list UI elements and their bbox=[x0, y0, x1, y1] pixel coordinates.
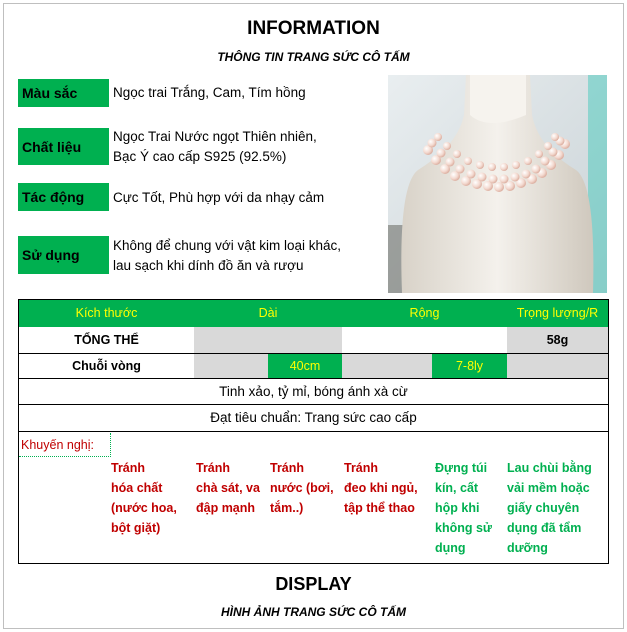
rec-avoid-impact: Tránh chà sát, va đập mạnh bbox=[196, 461, 260, 515]
spec-table bbox=[18, 299, 609, 564]
value-color: Ngọc trai Trắng, Cam, Tím hồng bbox=[113, 85, 306, 100]
strand-gray-right bbox=[507, 354, 608, 378]
value-usage: Không để chung với vật kim loại khác, lau sạch khi dính đồ ăn và rượu bbox=[113, 238, 341, 273]
rec-avoid-chemicals: Tránh hóa chất (nước hoa, bột giặt) bbox=[111, 461, 177, 535]
overall-label: TỔNG THỂ bbox=[74, 333, 139, 347]
label-effect: Tác động bbox=[18, 183, 109, 211]
rec-avoid-sleep: Tránh đeo khi ngủ, tập thể thao bbox=[344, 461, 418, 515]
strand-width: 7-8ly bbox=[455, 359, 484, 373]
label-material: Chất liệu bbox=[18, 128, 109, 165]
page-subtitle: THÔNG TIN TRANG SỨC CÔ TẤM bbox=[217, 50, 410, 64]
rec-store: Đựng túi kín, cất hộp khi không sử dụng bbox=[435, 461, 492, 555]
header-width: Rộng bbox=[409, 306, 440, 320]
rec-avoid-water: Tránh nước (bơi, tắm..) bbox=[270, 461, 334, 515]
recommendation-label: Khuyến nghị: bbox=[19, 433, 111, 457]
label-usage: Sử dụng bbox=[18, 236, 109, 274]
quality-text: Tinh xảo, tỷ mỉ, bóng ánh xà cừ bbox=[219, 384, 408, 399]
display-title: DISPLAY bbox=[275, 574, 352, 594]
overall-weight: 58g bbox=[546, 333, 569, 347]
strand-label: Chuỗi vòng bbox=[72, 359, 141, 373]
product-photo bbox=[388, 75, 607, 293]
strand-gray-mid bbox=[342, 354, 432, 378]
header-size: Kích thước bbox=[75, 306, 138, 320]
page-title: INFORMATION bbox=[247, 18, 380, 39]
row-divider bbox=[19, 378, 608, 379]
value-material: Ngọc Trai Nước ngọt Thiên nhiên, Bạc Ý cao cấp S925 (92.5%) bbox=[113, 129, 317, 164]
rec-clean: Lau chùi bằng vải mềm hoặc giấy chuyên dụng đã tẩm dưỡng bbox=[507, 461, 592, 555]
header-weight: Trọng lượng/R bbox=[516, 306, 599, 320]
display-subtitle: HÌNH ẢNH TRANG SỨC CÔ TẤM bbox=[220, 605, 407, 619]
strand-gray-left bbox=[194, 354, 268, 378]
strand-length: 40cm bbox=[289, 359, 321, 373]
label-color: Màu sắc bbox=[18, 79, 109, 107]
row-divider bbox=[19, 404, 608, 405]
value-effect: Cực Tốt, Phù hợp với da nhạy cảm bbox=[113, 190, 325, 205]
overall-length-cell bbox=[194, 327, 342, 353]
standard-text: Đạt tiêu chuẩn: Trang sức cao cấp bbox=[210, 410, 417, 425]
row-divider bbox=[19, 431, 608, 432]
header-length: Dài bbox=[258, 306, 278, 320]
